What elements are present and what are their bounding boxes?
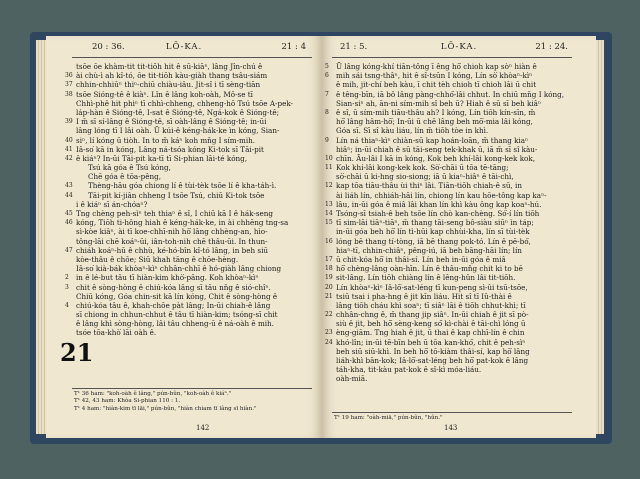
- text-line: [336, 374, 570, 383]
- line-text: siⁿ, lí kóng ū tiòh. In to m̄ káⁿ koh mn̄g I sím-mih.: [76, 135, 256, 145]
- text-line: [76, 62, 310, 71]
- text-line: [325, 107, 570, 117]
- line-text: táh-kha, tit-kàu pat-kok ê sî-kì móa-liáu.: [336, 365, 482, 375]
- left-header-reference: 20 : 36.: [92, 42, 125, 52]
- line-text: sit-lâng. Lín tiōh chiàng lín ê lêng-hûn lâi tit-tiōh.: [336, 273, 516, 283]
- line-text: Lín ná thiaⁿ-kìⁿ chiàn-sū kap hoán-loān, m̄ thang kiaⁿ: [336, 135, 529, 145]
- text-line: [325, 282, 570, 292]
- left-page-body: [65, 62, 310, 338]
- line-text: kòe-thâu ê chōe; Siū khah tāng ê chōe-hèng.: [76, 254, 239, 264]
- line-text: mih sái tsng-thâⁿ, hit ê sî-tsūn I kóng, Lín sò͘ khòaⁿ-kìⁿ: [336, 71, 533, 81]
- right-header-rule: [332, 57, 572, 58]
- line-text: lâng lóng tī I lâi oàh. Ū kúi-ê kéng-hák-ke ìn kóng, Sian-: [76, 126, 280, 136]
- text-line: [76, 255, 310, 264]
- verse-number: 45: [65, 210, 73, 217]
- line-text: kóng, Tiōh ti-hông hiah ê kéng-hák-ke, in ài chhēng tng-sa: [76, 218, 289, 228]
- line-text: ê kiáⁿ? In-ūi Tāi-pit ka-tī tī Si-phian lāi-té kóng,: [76, 153, 248, 163]
- text-line: [325, 62, 570, 71]
- line-text: ê lâng khì sòng-hòng, lâi tâu chheng-ū ê ná-oàh ê mih.: [76, 319, 274, 329]
- left-header-rule: [72, 57, 312, 58]
- line-text: siù ê jit, beh hō͘ sèng-keng só͘ kì-chài ê tāi-chì lóng ū: [336, 319, 526, 329]
- line-text: hō͘ lâng hâm-hō͘; In-ūi ū chē lâng beh mō͘-mia lâi kóng,: [336, 117, 533, 127]
- line-text: lâng tiōh cháu khì soaⁿ; tī siâⁿ lāi ê tiōh chhut-khì; tī: [336, 300, 526, 310]
- verse-number: 4: [65, 301, 69, 309]
- verse-number: 23: [325, 329, 333, 337]
- text-line: [325, 273, 570, 283]
- right-header-title: LŌ-KA.: [440, 42, 478, 52]
- right-header-reference-right: 21 : 24.: [535, 42, 568, 52]
- footnote: T¹ 19 ham: "oàh-miā," pún-bûn, "hûn.": [334, 415, 443, 421]
- verse-number: 10: [325, 154, 333, 162]
- text-line: [336, 80, 570, 89]
- line-text: èng-giām. Tng hiah ê jit, ū thai ê kap chhī-lín ê chin: [336, 328, 525, 338]
- verse-number: 3: [65, 283, 69, 291]
- verse-number: 19: [325, 274, 333, 282]
- verse-number: 37: [65, 81, 73, 89]
- text-line: [336, 126, 570, 135]
- text-line: [65, 181, 310, 191]
- text-line: [325, 153, 570, 163]
- text-line: [336, 172, 570, 181]
- text-line: [65, 209, 310, 218]
- line-text: ū chit-kóa hō͘ in thâi-sí. Lín beh in-ūi góa ê miâ: [336, 254, 506, 264]
- line-text: láp-hàn ê Sióng-tê, I-sat ê Sióng-tê, Ngá-kok ê Sióng-tê;: [76, 107, 280, 117]
- line-text: Chiū kóng, Góa chin-sit kā lín kóng, Chit ê sòng-hòng ê: [76, 291, 278, 301]
- line-text: Sian-siⁿ ah, ān-ni sím-mih sî beh ū? Hiah ê sū sī beh kiâⁿ: [336, 98, 542, 108]
- line-text: beh siū siū-khì. In beh hō͘ tō-kiàm thâi-sí, kap hō͘ lâng: [336, 346, 530, 356]
- verse-number: 18: [325, 265, 333, 273]
- text-line: [65, 245, 310, 255]
- text-line: [325, 135, 570, 145]
- text-line: [65, 80, 310, 90]
- verse-number: 22: [325, 311, 333, 319]
- verse-number: 21: [325, 292, 333, 300]
- line-text: Iâ-so͘ kā in kóng, Lâng ná-tsóa kóng Ki-tok sī Tāi-pit: [76, 144, 264, 154]
- footnote: T¹ 42, 43 ham: Khòa Si-phian 110 : 1.: [74, 398, 181, 405]
- text-line: [336, 347, 570, 356]
- left-page-number: 142: [196, 424, 210, 432]
- text-line: [76, 319, 310, 328]
- text-line: [325, 209, 570, 218]
- verse-number: 16: [325, 237, 333, 245]
- text-line: [325, 337, 570, 347]
- verse-number: 46: [65, 219, 73, 227]
- right-header-reference: 21 : 5.: [340, 42, 368, 52]
- text-line: [325, 310, 570, 320]
- text-line: [76, 200, 310, 209]
- text-line: [336, 319, 570, 328]
- text-line: [76, 126, 310, 135]
- text-line: [336, 365, 570, 374]
- text-line: [325, 236, 570, 246]
- line-text: oàh-miā.: [336, 374, 368, 384]
- right-footnotes: [334, 415, 572, 422]
- line-text: ài chù-ì ah kî-tó, ōe tit-tiōh kàu-giàh thang tsâu-siám: [76, 71, 268, 81]
- right-footnote-rule: [332, 412, 572, 413]
- text-line: [336, 191, 570, 200]
- text-line: [325, 254, 570, 264]
- line-text: lâu, in-ūi góa ê miâ lâi khan lín khì kàu ông kap koaⁿ-hú.: [336, 199, 542, 209]
- line-text: Thèng-hāu góa chiong lí ê tùi-tèk tsōe lí ê kha-táh-ì.: [88, 181, 277, 191]
- text-line: [325, 218, 570, 228]
- line-text: tsiū tsai i pha-hng ê jit kīn liáu. Hit sî tī Iû-thài ê: [336, 291, 512, 301]
- text-line: [336, 145, 570, 154]
- line-text: khó-lîn; in-ūi tē-bīn beh ū tōa kan-khó͘, chit ê peh-sìⁿ: [336, 337, 526, 347]
- text-line: [336, 99, 570, 108]
- verse-number: 9: [325, 136, 329, 144]
- text-line: [65, 117, 310, 127]
- line-text: ê mih, jit-chí beh kàu, ī chit tèh chioh tī chioh lāi ū chit: [336, 80, 537, 90]
- verse-number: 8: [325, 108, 329, 116]
- verse-number: 38: [65, 90, 73, 98]
- chapter-number: 21: [60, 338, 94, 367]
- text-line: [336, 301, 570, 310]
- text-line: [76, 310, 310, 319]
- verse-number: 14: [325, 210, 333, 217]
- verse-number: 17: [325, 255, 333, 263]
- line-text: chit ê sòng-hòng ê chiú-kóa lâng sī tâu nn̄g ê sió-chîⁿ.: [76, 282, 271, 292]
- line-text: Iâ-so͘ kià-bák khòaⁿ-kìⁿ chhân-chhī ê hó-giàh lâng chiong: [76, 264, 282, 274]
- text-line: [325, 181, 570, 191]
- text-line: [325, 328, 570, 338]
- right-page: [322, 36, 596, 438]
- text-line: [76, 99, 310, 108]
- right-page-header: [322, 42, 596, 56]
- line-text: chīn. Āu-lâi I kā in kóng, Kok beh khí-lâi kong-kek kok,: [336, 153, 536, 163]
- text-line: [336, 246, 570, 255]
- line-text: lóng bē thang tí-tòng, iā bē thang pok-tó. Lín ê pē-bó͘,: [336, 236, 531, 246]
- line-text: tī sim-lāi tiāⁿ-tiāⁿ, m̄ thang tāi-seng bô-siàu siūⁿ ìn táp;: [336, 218, 534, 228]
- line-text: hiaⁿ-tī, chhin-chiâⁿ, pêng-iú, iā beh bāng-hāi lín; lín: [336, 245, 522, 255]
- line-text: in ê lé-but tâu tī hiàn-kim khò͘-pâng. Koh khòaⁿ-kìⁿ: [76, 273, 259, 283]
- line-text: ài liáh lín, chhiáh-hāi lín, chiong lín kau hōe-tông kap kaⁿ-: [336, 190, 547, 200]
- verse-number: 6: [325, 72, 329, 80]
- left-footnotes: [74, 391, 312, 413]
- right-page-number: 143: [444, 424, 458, 432]
- verse-number: 42: [65, 154, 73, 162]
- text-line: [65, 135, 310, 145]
- text-line: [65, 218, 310, 228]
- line-text: Tsóng-sī tsiah-ê beh tsōe lín chò kan-chèng. Só͘-í lín tiōh: [336, 209, 540, 218]
- text-line: [65, 300, 310, 310]
- left-page-header: [46, 42, 322, 56]
- line-text: Chē góa ê tōa-pêng,: [88, 172, 162, 182]
- line-text: i ê kiáⁿ sī án-chóaⁿ?: [76, 199, 148, 209]
- line-text: Chhì-phê hit phiⁿ tī chhì-chheng, chheng-hō Tsú tsōe A-pek-: [76, 98, 293, 108]
- text-line: [336, 117, 570, 126]
- text-line: [76, 292, 310, 301]
- line-text: sì-kòe kiâⁿ, ài tī koe-chhī-nih hō͘ lâng chhèng-an, hìo-: [76, 227, 268, 237]
- text-line: [325, 199, 570, 209]
- line-text: hiâⁿ; in-ūi chiah ê sū tāi-seng tek-khak ū, iā m̄ sī sî kàu-: [336, 144, 538, 154]
- text-line: [325, 264, 570, 274]
- line-text: sò͘-chāi ū ki-hng sio-siong; iā ū kiaⁿ-hiâⁿ ê tāi-chì,: [336, 172, 514, 182]
- verse-number: 44: [65, 191, 73, 199]
- verse-number: 15: [325, 219, 333, 227]
- line-text: chiáh koáⁿ-hū ê chhù, ké-hó-bîn kî-tó lâng, in beh siū: [76, 245, 269, 255]
- left-page: [46, 36, 322, 438]
- line-text: ê sî, ū sím-mih tiāu-thâu ah? I kóng, Lín tiōh kín-sīn, m̄: [336, 107, 536, 117]
- text-line: [76, 227, 310, 236]
- line-text: hō͘ chèng-lâng oàn-hīn. Lín ê thâu-mn̂g chit ki to bē: [336, 264, 523, 274]
- text-line: [65, 190, 310, 200]
- line-text: Tāi-pit kí-jiân chheng I tsōe Tsú, chiū Ki-tok tsōe: [88, 190, 265, 200]
- verse-number: 7: [325, 90, 329, 98]
- text-line: [336, 227, 570, 236]
- verse-number: 5: [325, 63, 329, 70]
- line-text: chhin-chhiūⁿ thiⁿ-chiū chiàu-iâu. Jit-sî i tī sèng-tiān: [76, 80, 261, 90]
- line-text: sī chiong in chhun-chhut ê tâu tī hiàn-kim; tsóng-sī chit: [76, 310, 278, 320]
- left-header-title: LŌ-KA.: [165, 42, 203, 52]
- line-text: Lín khòaⁿ-kìⁿ Iâ-lō͘-sat-léng tī kun-peng sì-ûi tsū-tsōe,: [336, 282, 528, 292]
- text-line: [65, 273, 310, 283]
- left-header-reference-right: 21 : 4: [281, 42, 306, 52]
- line-text: in-ūi góa beh hō͘ lín tì-hūi kap chhùi-kha, lín sī tùi-tèk: [336, 227, 530, 237]
- text-line: [325, 89, 570, 99]
- text-line: [325, 71, 570, 81]
- text-line: [65, 144, 310, 154]
- verse-number: 12: [325, 182, 333, 190]
- verse-number: 13: [325, 200, 333, 208]
- line-text: Kok khí-lâi kong-kek kok. Sò͘-chāi ū tōa tē-tāng;: [336, 163, 509, 173]
- text-line: [325, 163, 570, 173]
- verse-number: 40: [65, 136, 73, 144]
- verse-number: 11: [325, 164, 333, 172]
- line-text: ê têng-bīn, iā bô lâng pàng-chhó͘-lâi chhut. In chiū mn̄g I kóng,: [336, 89, 565, 99]
- text-line: [336, 356, 570, 365]
- text-line: [65, 71, 310, 81]
- verse-number: 39: [65, 118, 73, 126]
- verse-number: 41: [65, 145, 73, 153]
- verse-number: 47: [65, 246, 73, 254]
- verse-number: 24: [325, 338, 333, 346]
- line-text: Góa sī. Sī sî kàu liáu, lín m̄ tiōh tòe in khì.: [336, 126, 489, 136]
- line-text: tông-lāi chē koáⁿ-ūi, iân-toh-nih chē thâu-ūi. In thun-: [76, 236, 268, 246]
- verse-number: 2: [65, 274, 69, 282]
- line-text: chhân-chng ê, m̄ thang jip siâⁿ. In-ūi chiah ê jit sī pò-: [336, 310, 529, 320]
- text-line: [76, 172, 310, 181]
- text-line: [325, 291, 570, 301]
- verse-number: 36: [65, 72, 73, 80]
- left-footnote-rule: [72, 388, 312, 389]
- line-text: Tng chèng peh-sìⁿ teh thiaⁿ ê sî, I chiū kā I ê hák-seng: [76, 209, 273, 218]
- line-text: I m̄ sī sí-lâng ê Sióng-tê, sī oàh-lâng ê Sióng-tê; in-ūi: [76, 117, 267, 127]
- line-text: tsōe Sióng-tê ê kiàⁿ. Lîn ê lâng koh-oàh, Mô-se tī: [76, 89, 253, 99]
- text-line: [76, 264, 310, 273]
- line-text: Tsú kā góa ê Tsú kóng,: [88, 163, 171, 173]
- verse-number: 20: [325, 283, 333, 291]
- text-line: [65, 89, 310, 99]
- line-text: tsóe tōa-khò͘ lāi oàh ê.: [76, 328, 157, 338]
- text-line: [65, 282, 310, 292]
- line-text: tsōe ōe khàm-tit tit-tiōh hit ê sū-kiāⁿ, lâng Jîn-chú ê: [76, 62, 263, 71]
- line-text: chiú-kóa tâu ê, khah-chōe pàt lâng; In-ūi chiah-ê lâng: [76, 300, 271, 310]
- text-line: [76, 328, 310, 337]
- text-line: [76, 237, 310, 246]
- verse-number: 43: [65, 182, 73, 190]
- line-text: kap tōa tiāu-thâu ùi thiⁿ lâi. Tiān-tiōh chiah-ê sū, in: [336, 181, 522, 191]
- line-text: Ū lâng kóng-khí tiān-tông ī êng hō͘ chioh kap sòⁿ hiàn ê: [336, 62, 537, 71]
- footnote: T¹ 4 ham: "hiàn-kim tī lāi," pún-bûn, "hiàn chiam tī lâng sī hiàn.": [74, 405, 257, 412]
- text-line: [76, 108, 310, 117]
- text-line: [65, 153, 310, 163]
- line-text: liáh-khì bān-kok; Iâ-lō͘-sat-léng beh hō͘ pat-kok ê lâng: [336, 356, 529, 365]
- right-page-body: [325, 62, 570, 384]
- footnote: T¹ 36 ham: "koh-oàh ê lâng," pún-bûn, "koh-oàh ê kiáⁿ.": [74, 391, 232, 397]
- text-line: [76, 163, 310, 172]
